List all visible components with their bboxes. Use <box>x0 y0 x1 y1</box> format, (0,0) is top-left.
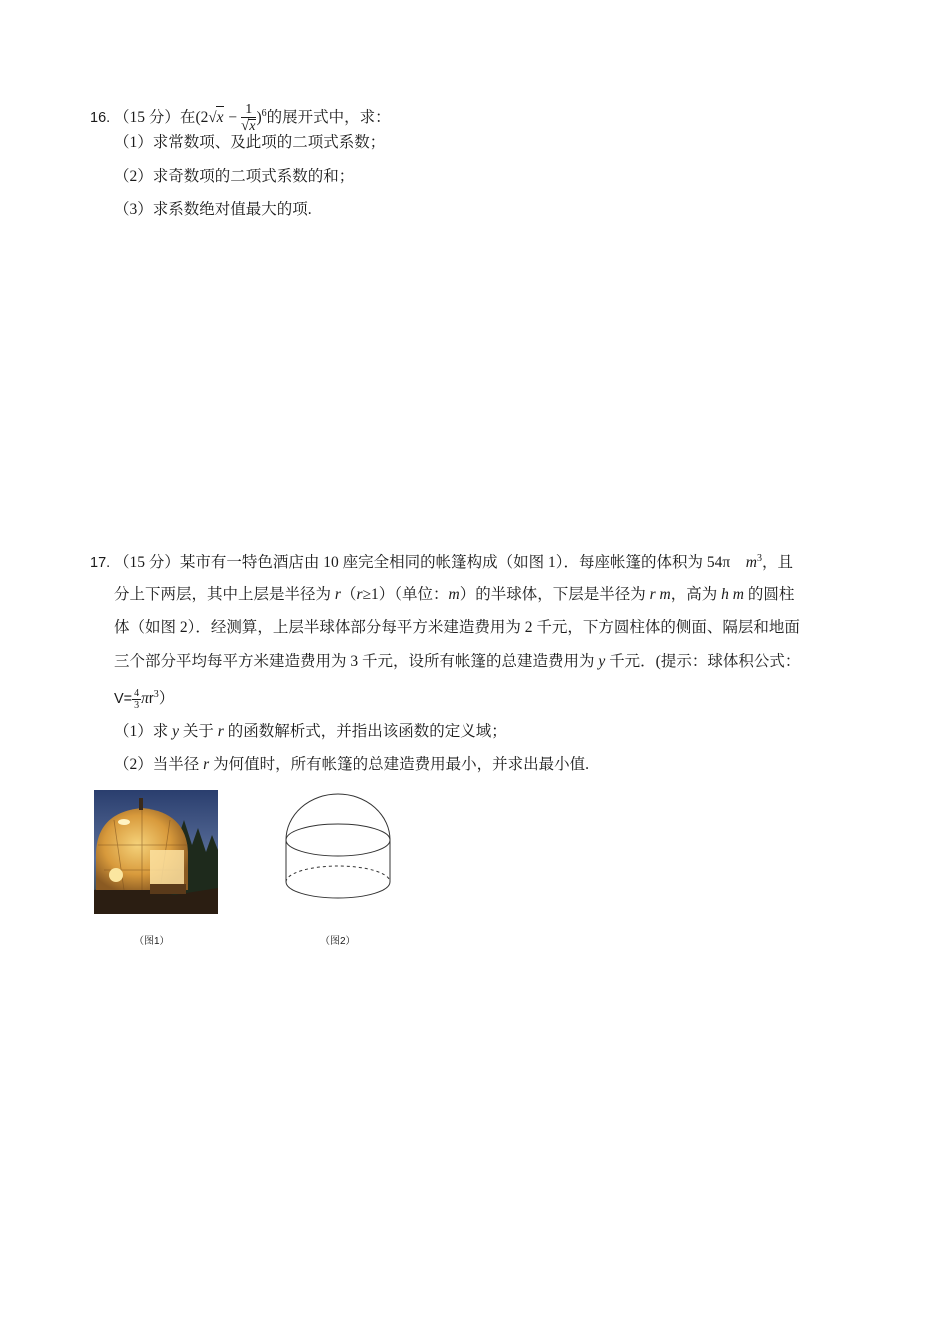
bottom-ellipse-back <box>286 866 390 882</box>
q16-stem-tail: 的展开式中，求： <box>266 109 391 127</box>
q17-volume-formula: V= $\frac{4}{3}$ $\pi r^3$） <box>114 687 175 711</box>
bottom-ellipse-front <box>286 882 390 898</box>
q17-line2: 分上下两层，其中上层是半径为 r（r≥1）（单位：m）的半球体，下层是半径为 r m，高为 h m 的圆柱 <box>114 586 795 603</box>
q17-line1: 17. （15 分）某市有一特色酒店由 10 座完全相同的帐篷构成（如图 1）．每座帐篷的体积为 54π $m^3$，且 <box>90 553 793 572</box>
middle-ellipse <box>286 824 390 856</box>
q16-part1: （1）求常数项、及此项的二项式系数； <box>114 134 386 151</box>
q16-points: （15 分）在 <box>114 109 196 127</box>
q17-line4: 三个部分平均每平方米建造费用为 3 千元，设所有帐篷的总建造费用为 y 千元．(提示：球体积公式： <box>114 653 801 670</box>
q17-part1: （1）求 y 关于 r 的函数解析式，并指出该函数的定义域； <box>114 723 507 740</box>
q16-stem <box>90 103 391 134</box>
q17-number: 17. <box>90 555 111 572</box>
q17-line3: 体（如图 2）．经测算，上层半球体部分每平方米建造费用为 2 千元，下方圆柱体的侧面、隔层和地面 <box>114 619 800 636</box>
figure1-caption: （图1） <box>134 936 170 947</box>
figure2-tent-diagram <box>280 790 396 910</box>
figure2-caption: （图2） <box>320 936 356 947</box>
q17-part2: （2）当半径 r 为何值时，所有帐篷的总建造费用最小，并求出最小值. <box>114 756 589 773</box>
q16-part2: （2）求奇数项的二项式系数的和； <box>114 168 355 185</box>
figure1-tent-photo <box>94 790 218 914</box>
q16-expression: (2√x − $\frac{1}{√x}$ )$^6$ <box>195 102 267 135</box>
q16-number: 16. <box>90 110 111 127</box>
hemisphere-arc <box>286 794 390 840</box>
q16-part3: （3）求系数绝对值最大的项. <box>114 201 312 218</box>
